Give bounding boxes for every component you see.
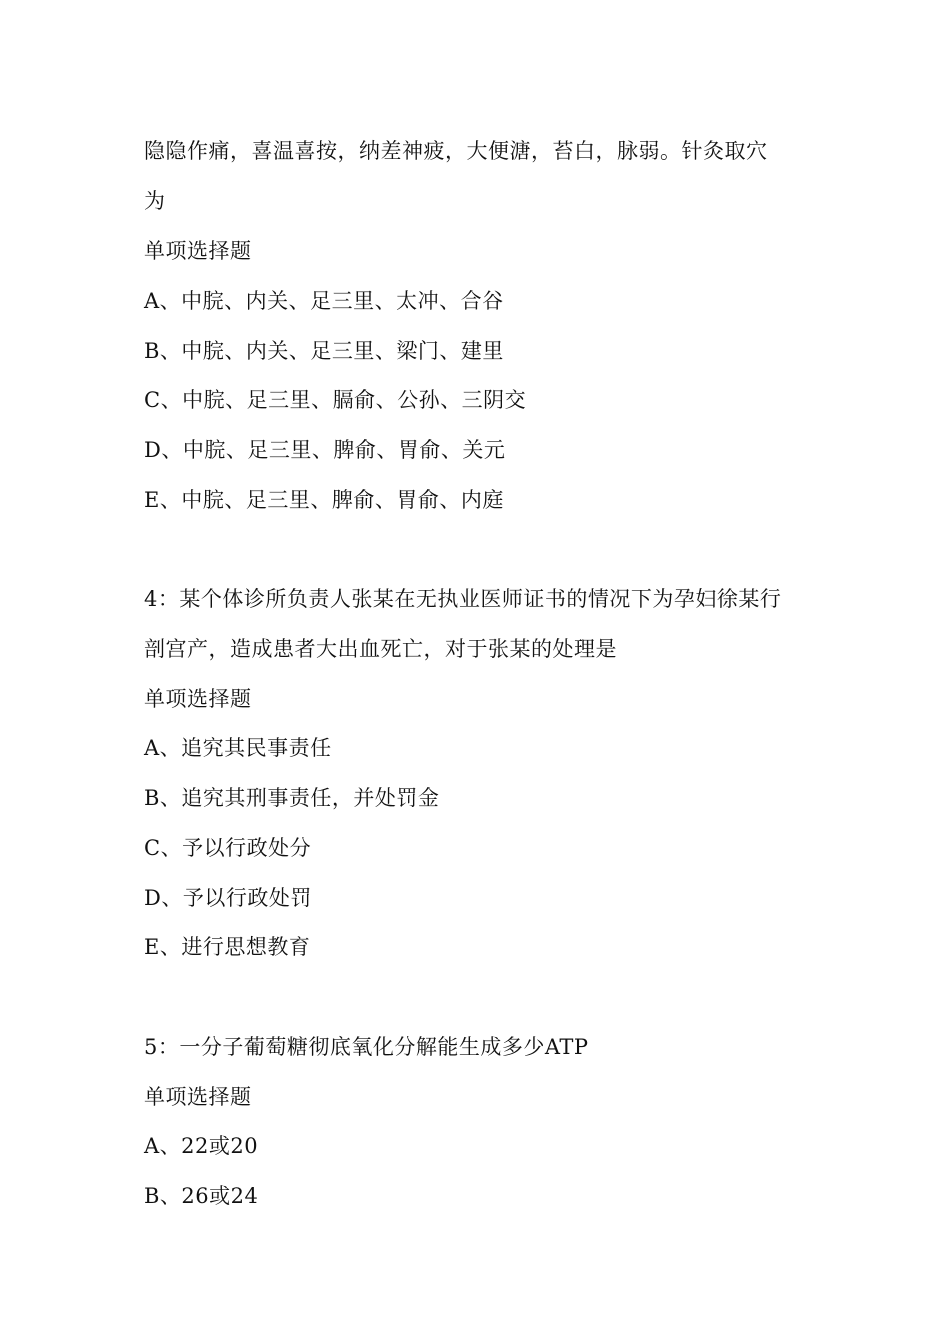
question-3-option-b: B、中脘、内关、足三里、梁门、建里 <box>144 339 504 363</box>
question-4-type: 单项选择题 <box>144 687 252 711</box>
question-4-option-c: C、予以行政处分 <box>144 836 312 860</box>
question-3-option-e: E、中脘、足三里、脾俞、胃俞、内庭 <box>144 488 504 512</box>
question-4-stem-line-1: 4：某个体诊所负责人张某在无执业医师证书的情况下为孕妇徐某行 <box>144 587 782 611</box>
question-4-option-e: E、进行思想教育 <box>144 935 311 959</box>
question-4-option-a: A、追究其民事责任 <box>144 736 332 760</box>
question-4-stem-line-2: 剖宫产，造成患者大出血死亡，对于张某的处理是 <box>144 637 617 661</box>
question-5-type: 单项选择题 <box>144 1085 252 1109</box>
question-3-stem-line-1: 隐隐作痛，喜温喜按，纳差神疲，大便溏，苔白，脉弱。针灸取穴 <box>144 139 768 163</box>
question-4-option-b: B、追究其刑事责任，并处罚金 <box>144 786 440 810</box>
question-3-option-a: A、中脘、内关、足三里、太冲、合谷 <box>144 289 504 313</box>
question-3-option-c: C、中脘、足三里、膈俞、公孙、三阴交 <box>144 388 527 412</box>
question-3-type: 单项选择题 <box>144 239 252 263</box>
question-5-option-a: A、22或20 <box>144 1134 259 1158</box>
question-3-option-d: D、中脘、足三里、脾俞、胃俞、关元 <box>144 438 506 462</box>
question-5-option-b: B、26或24 <box>144 1184 259 1208</box>
question-4-option-d: D、予以行政处罚 <box>144 886 312 910</box>
question-5-stem-line-1: 5：一分子葡萄糖彻底氧化分解能生成多少ATP <box>144 1035 589 1059</box>
question-3-stem-line-2: 为 <box>144 189 166 213</box>
